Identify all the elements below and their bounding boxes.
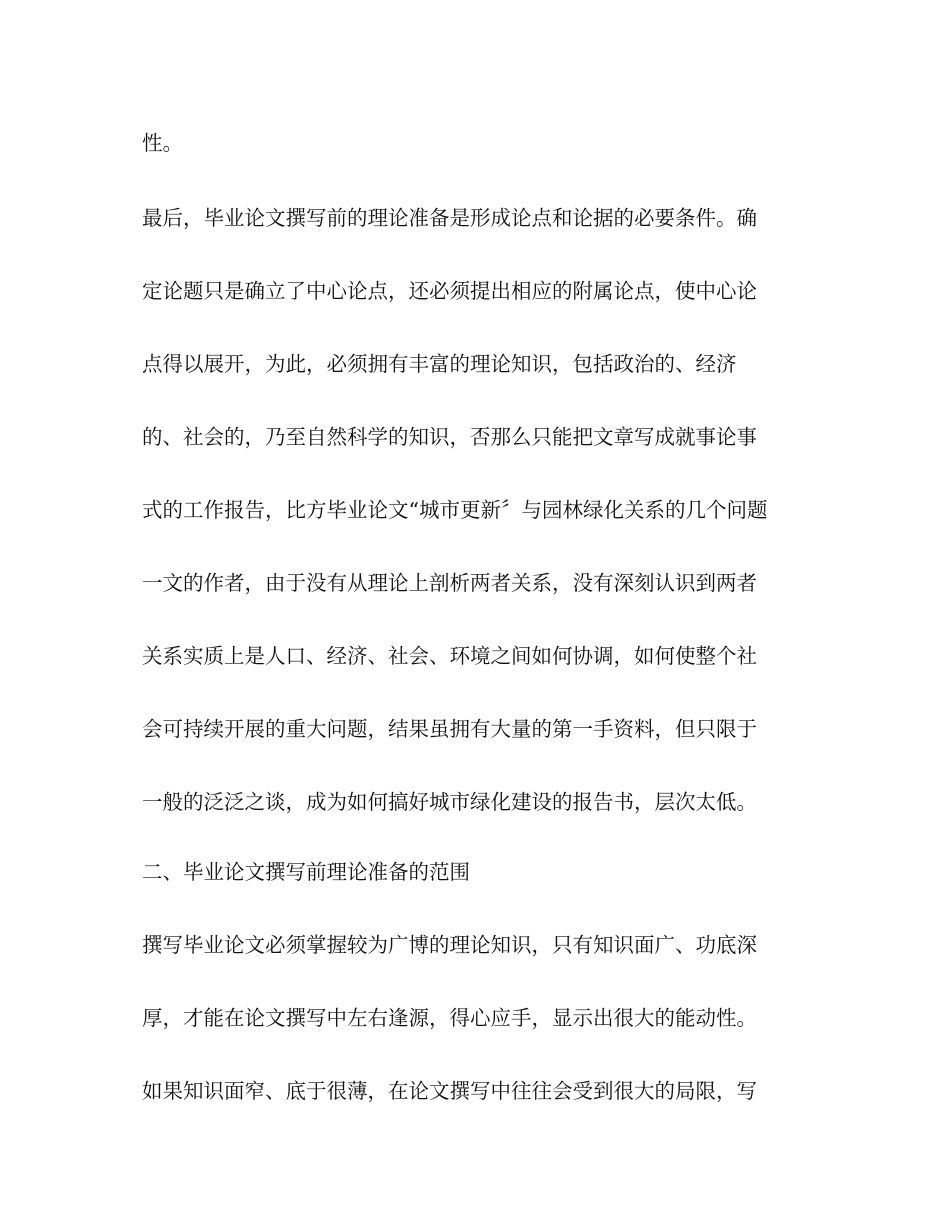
paragraph-line: 点得以展开，为此，必须拥有丰富的理论知识，包括政治的、经济 [142,352,737,376]
paragraph-line: 撰写毕业论文必须掌握较为广博的理论知识，只有知识面广、功底深 [142,933,757,957]
paragraph-line: 式的工作报告，比方毕业论文“城市更新〞与园林绿化关系的几个问题 [142,498,768,522]
paragraph-line: 定论题只是确立了中心论点，还必须提出相应的附属论点，使中心论 [142,279,757,303]
paragraph-line: 一般的泛泛之谈，成为如何搞好城市绿化建设的报告书，层次太低。 [142,790,757,814]
paragraph-line: 一文的作者，由于没有从理论上剖析两者关系，没有深刻认识到两者 [142,571,757,595]
paragraph-line: 厚，才能在论文撰写中左右逢源，得心应手，显示出很大的能动性。 [142,1006,757,1030]
paragraph-line: 最后，毕业论文撰写前的理论准备是形成论点和论据的必要条件。确 [142,206,757,230]
paragraph-line: 性。 [142,131,183,155]
paragraph-line: 如果知识面窄、底于很薄，在论文撰写中往往会受到很大的局限，写 [142,1079,757,1103]
paragraph-line: 的、社会的，乃至自然科学的知识，否那么只能把文章写成就事论事 [142,425,757,449]
section-heading: 二、毕业论文撰写前理论准备的范围 [142,860,470,884]
paragraph-line: 会可持续开展的重大问题，结果虽拥有大量的第一手资料，但只限于 [142,717,757,741]
paragraph-line: 关系实质上是人口、经济、社会、环境之间如何协调，如何使整个社 [142,644,757,668]
